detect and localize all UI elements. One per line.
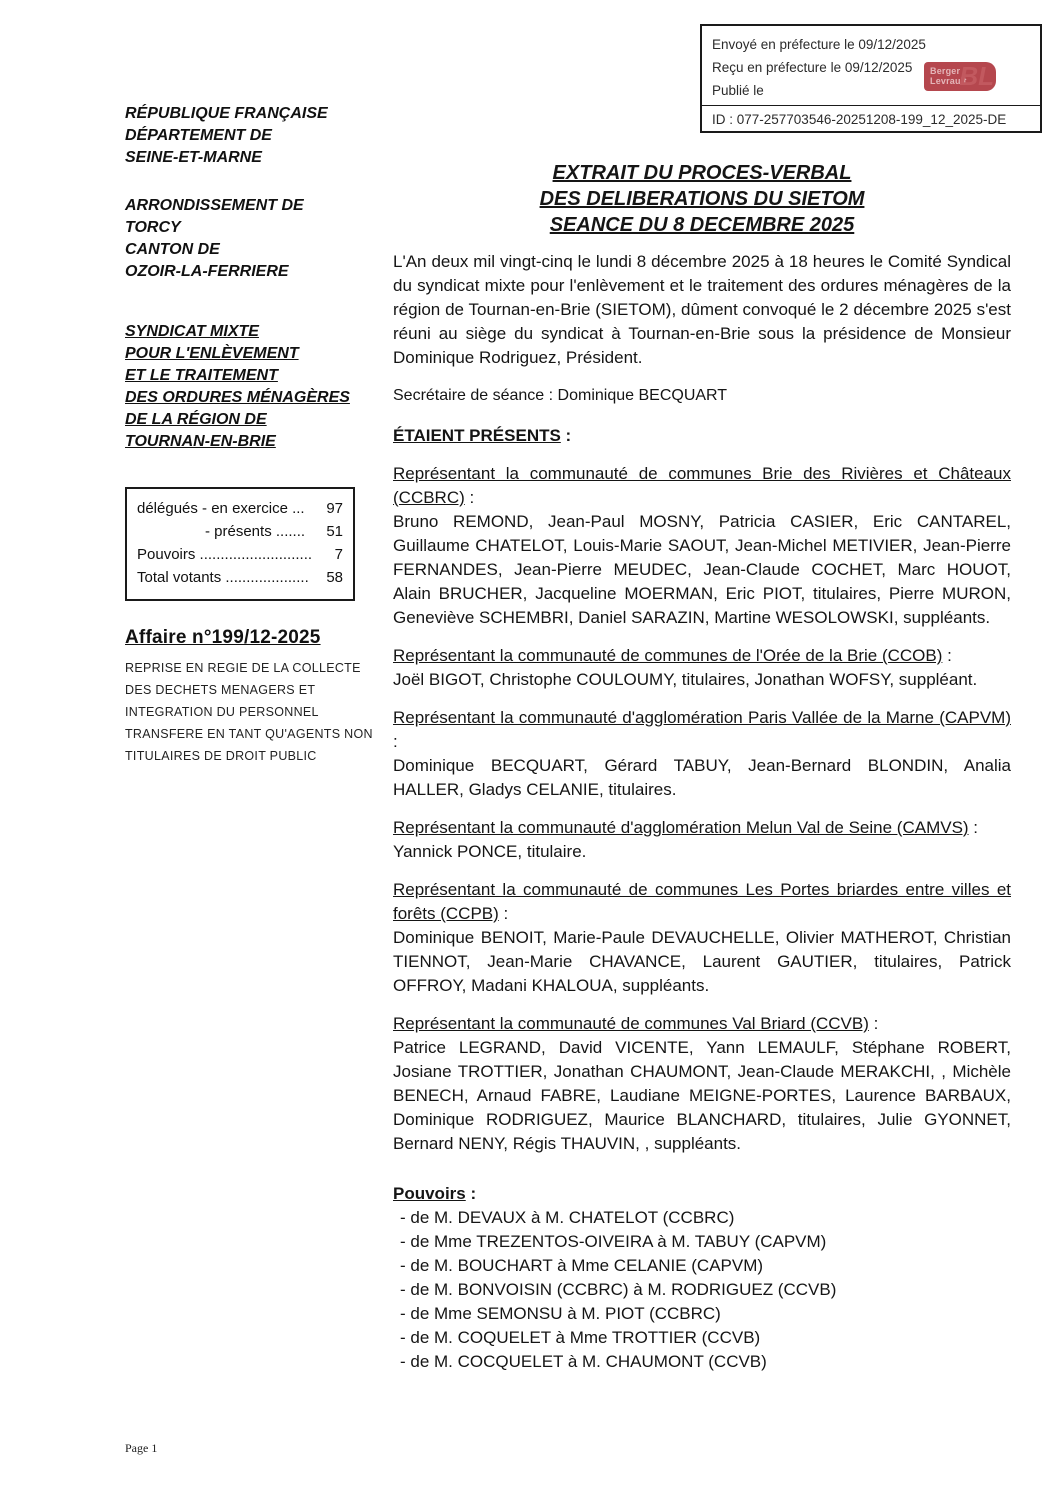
syndicat-line: SYNDICAT MIXTE [125, 323, 259, 340]
page-number: Page 1 [125, 1441, 158, 1455]
section-ccbrc-colon: : [464, 488, 475, 507]
syndicat-line: DES ORDURES MÉNAGÈRES [125, 389, 350, 406]
pouvoir-item: - de Mme TREZENTOS-OIVEIRA à M. TABUY (CAPVM) [400, 1232, 827, 1251]
pouvoir-item: - de M. COCQUELET à M. CHAUMONT (CCVB) [400, 1352, 767, 1371]
section-camvs-heading: Représentant la communauté d'agglomération Melun Val de Seine (CAMVS) [393, 818, 969, 837]
delegates-presents-value: 51 [326, 523, 343, 540]
section-ccob-members: Joël BIGOT, Christophe COULOUMY, titulaires, Jonathan WOFSY, suppléant. [393, 670, 978, 689]
prefecture-stamp-box [700, 24, 1042, 133]
section-ccpb [393, 878, 1011, 998]
pouvoir-item: - de M. COQUELET à Mme TROTTIER (CCVB) [400, 1328, 761, 1347]
pouvoirs-count-row [137, 543, 343, 566]
delegates-en-exercice-row [137, 497, 343, 520]
affaire-number: Affaire n°199/12-2025 [125, 627, 321, 648]
main-column [393, 160, 1011, 1374]
delegates-en-exercice-value: 97 [326, 500, 343, 517]
presents-heading-text: ÉTAIENT PRÉSENTS [393, 426, 561, 445]
left-column [125, 103, 375, 767]
pouvoirs-count-value: 7 [334, 546, 343, 563]
presents-heading [393, 424, 1011, 448]
stamp-envoye-line: Envoyé en préfecture le 09/12/2025 [712, 37, 926, 52]
delegates-presents-row [137, 520, 343, 543]
arrondissement-line-1: ARRONDISSEMENT DE [125, 197, 304, 214]
section-ccob-colon: : [942, 646, 952, 665]
pouvoir-item: - de M. BONVOISIN (CCBRC) à M. RODRIGUEZ (CCVB) [400, 1280, 837, 1299]
section-capvm-colon: : [393, 732, 398, 751]
pouvoir-item: - de Mme SEMONSU à M. PIOT (CCBRC) [400, 1304, 721, 1323]
arrondissement-line-2: TORCY [125, 219, 181, 236]
canton-line-1: CANTON DE [125, 241, 220, 258]
intro-paragraph: L'An deux mil vingt-cinq le lundi 8 décembre 2025 à 18 heures le Comité Syndical du syndicat mixte pour l'enlèvement et le traitement des ordures ménagères de la région de Tournan-en-Brie (SIETOM), dûment convoqué le 2 décembre 2025 s'est réuni au siège du syndicat à Tournan-en-Brie sous la présidence de Monsieur Dominique Rodriguez, Président. [393, 252, 1011, 367]
section-ccvb-heading: Représentant la communauté de communes Val Briard (CCVB) [393, 1014, 869, 1033]
total-votants-row [137, 566, 343, 589]
delegates-count-box [125, 487, 355, 601]
section-ccob [393, 644, 1011, 692]
delegates-presents-label: - présents ....... [205, 523, 306, 540]
departement-line-1: DÉPARTEMENT DE [125, 127, 272, 144]
berger-levrault-logo [924, 62, 996, 91]
pouvoir-item: - de M. BOUCHART à Mme CELANIE (CAPVM) [400, 1256, 764, 1275]
section-camvs-members: Yannick PONCE, titulaire. [393, 842, 587, 861]
section-ccpb-colon: : [498, 904, 509, 923]
syndicat-line: POUR L'ENLÈVEMENT [125, 345, 299, 362]
stamp-id-line: ID : 077-257703546-20251208-199_12_2025-DE [702, 105, 1040, 131]
section-capvm [393, 706, 1011, 802]
pouvoirs-heading-text: Pouvoirs [393, 1184, 466, 1203]
total-votants-value: 58 [326, 569, 343, 586]
section-ccbrc-members: Bruno REMOND, Jean-Paul MOSNY, Patricia CASIER, Eric CANTAREL, Guillaume CHATELOT, Louis-Marie SAOUT, Jean-Michel METIVIER, Jean-Pierre FERNANDES, Jean-Pierre MEUDEC, Jean-Claude COCHET, Marc HOUOT, Alain BRUCHER, Jacqueline MOERMAN, Eric PIOT, titulaires, Pierre MURON, Geneviève SCHEMBRI, Daniel SARAZIN, Martine WESOLOWSKI, suppléants. [393, 512, 1011, 627]
berger-levrault-logo-mark: BL [959, 62, 994, 91]
section-capvm-heading: Représentant la communauté d'agglomération Paris Vallée de la Marne (CAPVM) [393, 708, 1011, 727]
document-title [393, 160, 1011, 238]
pouvoirs-heading-colon: : [465, 1184, 477, 1203]
stamp-recu-line: Reçu en préfecture le 09/12/2025 [712, 60, 913, 75]
pouvoirs-heading [393, 1182, 1011, 1206]
section-ccpb-heading: Représentant la communauté de communes Les Portes briardes entre villes et forêts (CCPB) [393, 880, 1011, 923]
total-votants-label: Total votants .................... [137, 569, 309, 586]
secretaire-line: Secrétaire de séance : Dominique BECQUART [393, 387, 728, 404]
section-camvs [393, 816, 1011, 864]
delegates-en-exercice-label: délégués - en exercice ... [137, 500, 305, 517]
document-title-line: SEANCE DU 8 DECEMBRE 2025 [549, 214, 855, 236]
syndicat-line: ET LE TRAITEMENT [125, 367, 278, 384]
section-ccob-heading: Représentant la communauté de communes de l'Orée de la Brie (CCOB) [393, 646, 943, 665]
presents-heading-colon: : [560, 426, 572, 445]
section-camvs-colon: : [968, 818, 979, 837]
republique-block [125, 103, 375, 169]
canton-line-2: OZOIR-LA-FERRIERE [125, 263, 289, 280]
pouvoirs-count-label: Pouvoirs ........................... [137, 546, 313, 563]
section-ccvb [393, 1012, 1011, 1156]
arrondissement-block [125, 195, 375, 283]
republique-line: RÉPUBLIQUE FRANÇAISE [125, 105, 328, 122]
syndicat-line: DE LA RÉGION DE [125, 411, 267, 428]
section-ccvb-colon: : [868, 1014, 879, 1033]
document-title-line: DES DELIBERATIONS DU SIETOM [539, 188, 865, 210]
syndicat-line: TOURNAN-EN-BRIE [125, 433, 276, 450]
document-title-line: EXTRAIT DU PROCES-VERBAL [552, 162, 852, 184]
pouvoirs-section [393, 1182, 1011, 1374]
departement-line-2: SEINE-ET-MARNE [125, 149, 262, 166]
section-ccbrc-heading: Représentant la communauté de communes Brie des Rivières et Châteaux (CCBRC) [393, 464, 1011, 507]
section-capvm-members: Dominique BECQUART, Gérard TABUY, Jean-Bernard BLONDIN, Analia HALLER, Gladys CELANIE, titulaires. [393, 756, 1011, 799]
section-ccvb-members: Patrice LEGRAND, David VICENTE, Yann LEMAULF, Stéphane ROBERT, Josiane TROTTIER, Jonathan CHAUMONT, Jean-Claude MERAKCHI, , Michèle BENECH, Arnaud FABRE, Laudiane MEIGNE-PORTES, Laurence BARBAUX, Dominique RODRIGUEZ, Maurice BLANCHARD, titulaires, Julie GYONNET, Bernard NENY, Régis THAUVIN, , suppléants. [393, 1038, 1011, 1153]
stamp-publie-line: Publié le [712, 83, 764, 98]
berger-levrault-logo-text: Berger Levrault [930, 66, 967, 86]
affaire-subject: REPRISE EN REGIE DE LA COLLECTE DES DECHETS MENAGERS ET INTEGRATION DU PERSONNEL TRANSFERE EN TANT QU'AGENTS NON TITULAIRES DE DROIT PUBLIC [125, 661, 373, 763]
section-ccpb-members: Dominique BENOIT, Marie-Paule DEVAUCHELLE, Olivier MATHEROT, Christian TIENNOT, Jean-Marie CHAVANCE, Laurent GAUTIER, titulaires, Patrick OFFROY, Madani KHALOUA, suppléants. [393, 928, 1011, 995]
section-ccbrc [393, 462, 1011, 630]
syndicat-block [125, 321, 375, 453]
pouvoir-item: - de M. DEVAUX à M. CHATELOT (CCBRC) [400, 1208, 735, 1227]
